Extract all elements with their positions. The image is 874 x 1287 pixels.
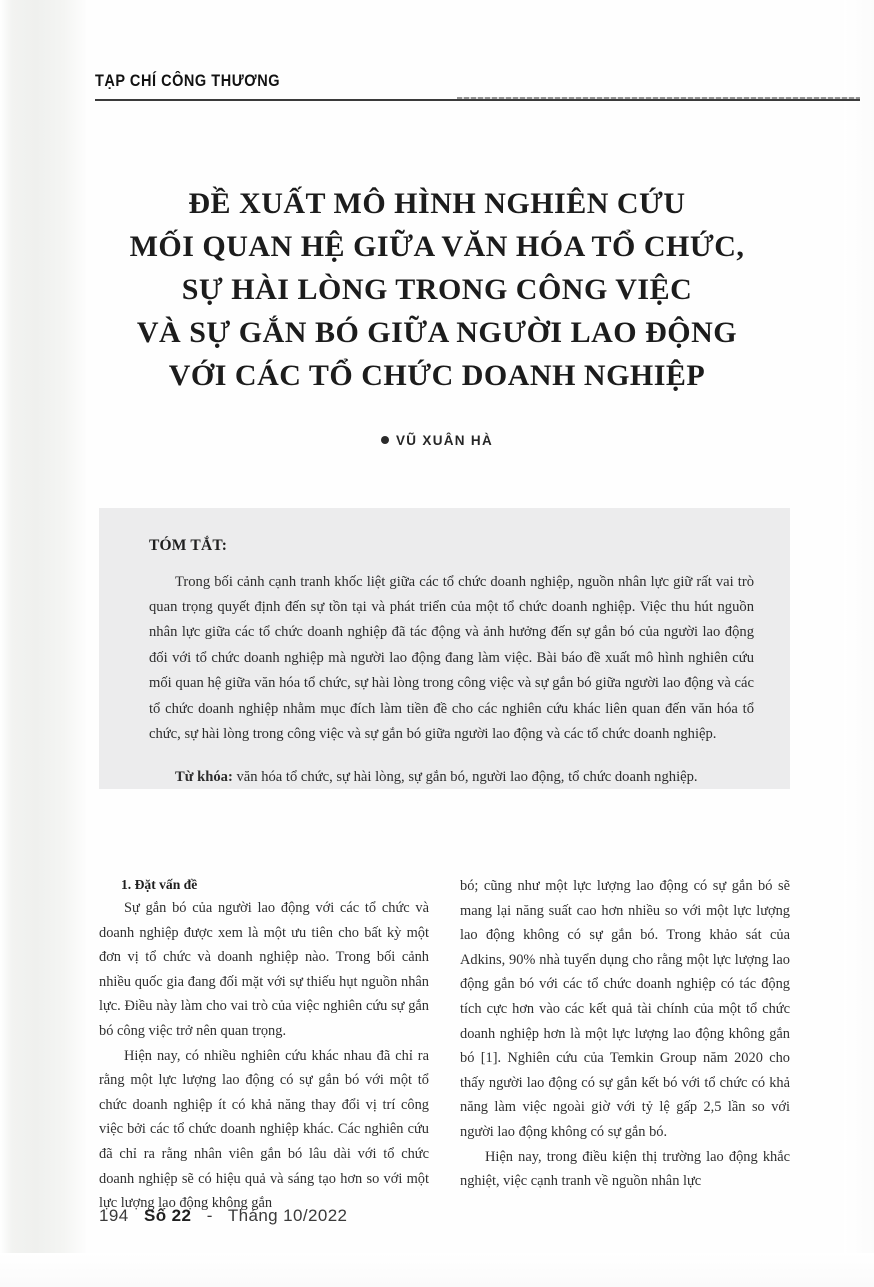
abstract-text: Trong bối cảnh cạnh tranh khốc liệt giữa các tổ chức doanh nghiệp, nguồn nhân lực giữ rất vai trò quan trọng quyết định đến sự tồn tại và phát triển của một tổ chức doanh nghiệp. Việc thu hút nguồn nhân lực giữa các tổ chức doanh nghiệp đã tác động và ảnh hưởng đến sự gắn bó của người lao động đối với tổ chức doanh nghiệp mà người lao động đang làm việc. Bài báo đề xuất mô hình nghiên cứu mối quan hệ giữa văn hóa tổ chức, sự hài lòng trong công việc và sự gắn bó giữa người lao động và các tổ chức doanh nghiệp nhằm mục đích làm tiền đề cho các nghiên cứu khác liên quan đến văn hóa tổ chức, sự hài lòng trong công việc và sự gắn bó giữa người lao động và các tổ chức doanh nghiệp.: [149, 573, 754, 743]
keywords-list: văn hóa tổ chức, sự hài lòng, sự gắn bó, người lao động, tổ chức doanh nghiệp.: [232, 769, 698, 786]
journal-running-head: TẠP CHÍ CÔNG THƯƠNG: [95, 72, 281, 90]
abstract-content: [149, 537, 754, 805]
masthead: [95, 72, 795, 102]
paragraph-left-1: Sự gắn bó của người lao động với các tổ chức và doanh nghiệp được xem là một ưu tiên cho bất kỳ một đơn vị tổ chức và doanh nghiệp nào. Trong bối cảnh nhiều quốc gia đang đối mặt với sự thiếu hụt nguồn nhân lực. Điều này làm cho vai trò của việc nghiên cứu sự gắn bó công việc trở nên quan trọng.: [99, 900, 429, 1039]
folio-page-number: 194: [99, 1206, 129, 1225]
page-footer: [99, 1206, 347, 1226]
scan-shadow-right: [844, 0, 874, 1287]
article-title: [60, 182, 814, 397]
column-left: [99, 874, 429, 1212]
author-name: VŨ XUÂN HÀ: [395, 433, 493, 448]
masthead-rule: [95, 99, 860, 101]
bullet-icon: [381, 436, 389, 444]
paragraph-right-2: Hiện nay, trong điều kiện thị trường lao động khắc nghiệt, việc cạnh tranh về nguồn nhân lực: [460, 1148, 790, 1190]
paragraph-right-1-continuation: bó; cũng như một lực lượng lao động có sự gắn bó sẽ mang lại năng suất cao hơn nhiều so với một lực lượng lao động không có sự gắn bó. Trong khảo sát của Adkins, 90% nhà tuyển dụng cho rằng một lực lượng lao động gắn bó với các tổ chức doanh nghiệp có tác động tích cực hơn vào các kết quả tài chính của một tổ chức doanh nghiệp hơn là một lực lượng lao động không gắn bó [1]. Nghiên cứu của Temkin Group năm 2020 cho thấy người lao động có sự gắn kết bó với tổ chức có khả năng làm việc ngoài giờ với tỷ lệ gấp 2,5 lần so với người lao động không có sự gắn bó.: [460, 878, 790, 1140]
column-right: [460, 874, 790, 1190]
abstract-keywords: [149, 765, 754, 790]
article-title-line-1: ĐỀ XUẤT MÔ HÌNH NGHIÊN CỨU: [188, 187, 686, 221]
article-title-line-3: SỰ HÀI LÒNG TRONG CÔNG VIỆC: [181, 273, 693, 307]
article-title-line-2: MỐI QUAN HỆ GIỮA VĂN HÓA TỔ CHỨC,: [129, 230, 745, 264]
article-title-line-4: VÀ SỰ GẮN BÓ GIỮA NGƯỜI LAO ĐỘNG: [136, 316, 738, 350]
folio-separator: -: [206, 1206, 213, 1225]
folio-issue: Số 22: [143, 1206, 192, 1225]
article-title-line-5: VỚI CÁC TỔ CHỨC DOANH NGHIỆP: [168, 359, 706, 393]
paragraph-left-2: Hiện nay, có nhiều nghiên cứu khác nhau đã chỉ ra rằng một lực lượng lao động có sự gắn bó với một tổ chức doanh nghiệp ít có khả năng thay đổi vị trí công việc bởi các tổ chức doanh nghiệp khác. Các nghiên cứu đã chỉ ra rằng nhân viên gắn bó lâu dài với tổ chức doanh nghiệp sẽ có hiệu quả và sáng tạo hơn so với một lực lượng lao động không gắn: [99, 1047, 429, 1212]
body-columns: [99, 874, 790, 1212]
abstract-heading: TÓM TẮT:: [149, 537, 228, 554]
scan-shadow-bottom: [0, 1253, 874, 1287]
folio-date: Tháng 10/2022: [227, 1206, 348, 1225]
byline: [60, 433, 814, 448]
abstract-panel: [99, 508, 790, 789]
keywords-label: Từ khóa:: [175, 769, 233, 786]
section-heading-1: 1. Đặt vấn đề: [121, 877, 198, 892]
